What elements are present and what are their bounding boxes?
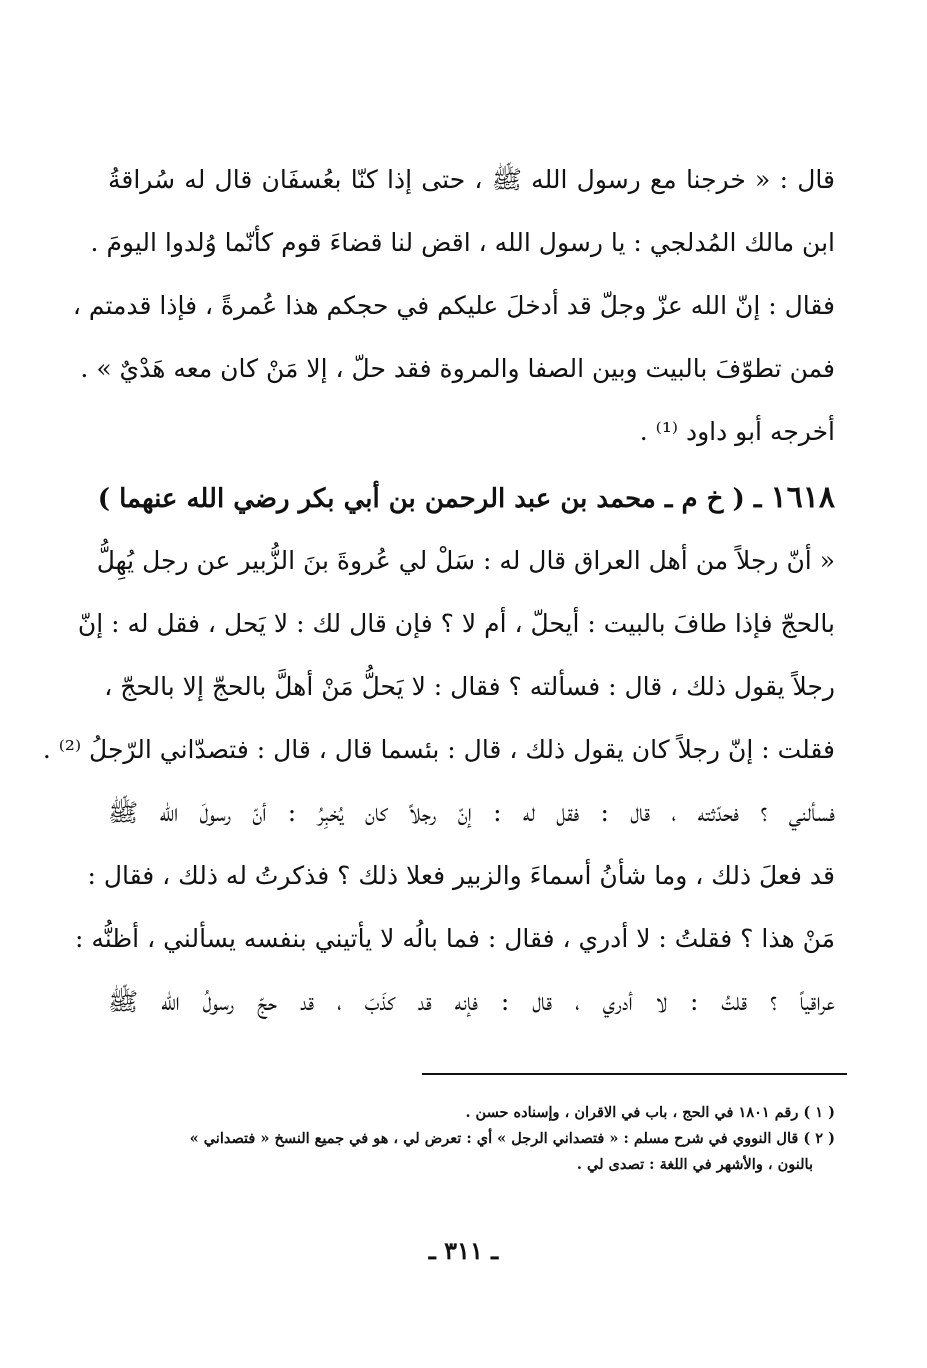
text-line: فسألني ؟ فحدّثته ، قال : فقل له : إنّ رجلاً كان يُخبِرُ : أنّ رسولَ الله ﷺ: [108, 798, 835, 827]
page-number: ـ ٣١١ ـ: [428, 1236, 499, 1265]
footnote-2: ( ٢ ) قال النووي في شرح مسلم : « فتصداني الرجل » أي : تعرض لي ، هو في جميع النسخ « فتصداني »: [189, 1130, 835, 1147]
text-line: رجلاً يقول ذلك ، قال : فسألته ؟ فقال : لا يَحلُّ مَنْ أهلَّ بالحجّ إلا بالحجّ ،: [104, 672, 835, 701]
footnote-divider: [422, 1073, 847, 1075]
footnote-2-continuation: بالنون ، والأشهر في اللغة : تصدى لي .: [576, 1156, 813, 1173]
text-line: أخرجه أبو داود ⁽¹⁾ .: [639, 417, 835, 446]
text-line: « أنّ رجلاً من أهل العراق قال له : سَلْ لي عُروةَ بنَ الزُّبير عن رجل يُهِلُّ: [96, 546, 835, 575]
hadith-heading-line: [97, 466, 835, 529]
text-line: فقال : إنّ الله عزّ وجلّ قد أدخلَ عليكم في حجكم هذا عُمرةً ، فإذا قدمتم ،: [72, 291, 835, 320]
footnotes: [108, 1100, 835, 1178]
text-line: قال : « خرجنا مع رسول الله ﷺ ، حتى إذا كنّا بعُسفَان قال له سُراقةُ: [108, 165, 835, 194]
text-line: فقلت : إنّ رجلاً كان يقول ذلك ، قال : بئسما قال ، قال : فتصدّاني الرّجلُ ⁽²⁾ .: [42, 735, 835, 764]
hadith-number: ١٦١٨: [770, 480, 835, 515]
hadith-heading: ـ ( خ م ـ محمد بن عبد الرحمن بن أبي بكر رضي الله عنهما ): [97, 484, 762, 514]
text-line: قد فعلَ ذلك ، وما شأنُ أسماءَ والزبير فعلا ذلك ؟ فذكرتُ له ذلك ، فقال :: [87, 861, 835, 890]
text-line: مَنْ هذا ؟ فقلتُ : لا أدري ، فقال : فما بالُه لا يأتيني بنفسه يسألني ، أظنُّه :: [74, 924, 835, 953]
text-line: فمن تطوّفَ بالبيت وبين الصفا والمروة فقد حلّ ، إلا مَنْ كان معه هَدْيٌ » .: [80, 354, 835, 383]
paragraph-2: [42, 466, 835, 1033]
footnote-1: ( ١ ) رقم ١٨٠١ في الحج ، باب في الاقران ، وإسناده حسن .: [465, 1104, 835, 1121]
text-line: بالحجّ فإذا طافَ بالبيت : أيحلّ ، أم لا ؟ فإن قال لك : لا يَحل ، فقل له : إنّ: [77, 609, 835, 638]
text-line: ابن مالك المُدلجي : يا رسول الله ، اقض لنا قضاءَ قوم كأنّما وُلدوا اليومَ .: [90, 228, 835, 257]
text-line: عراقياً ؟ قلتُ : لا أدري ، قال : فإنه قد كذَبَ ، قد حجّ رسولُ الله ﷺ: [108, 987, 835, 1016]
paragraph-1: [72, 148, 835, 463]
